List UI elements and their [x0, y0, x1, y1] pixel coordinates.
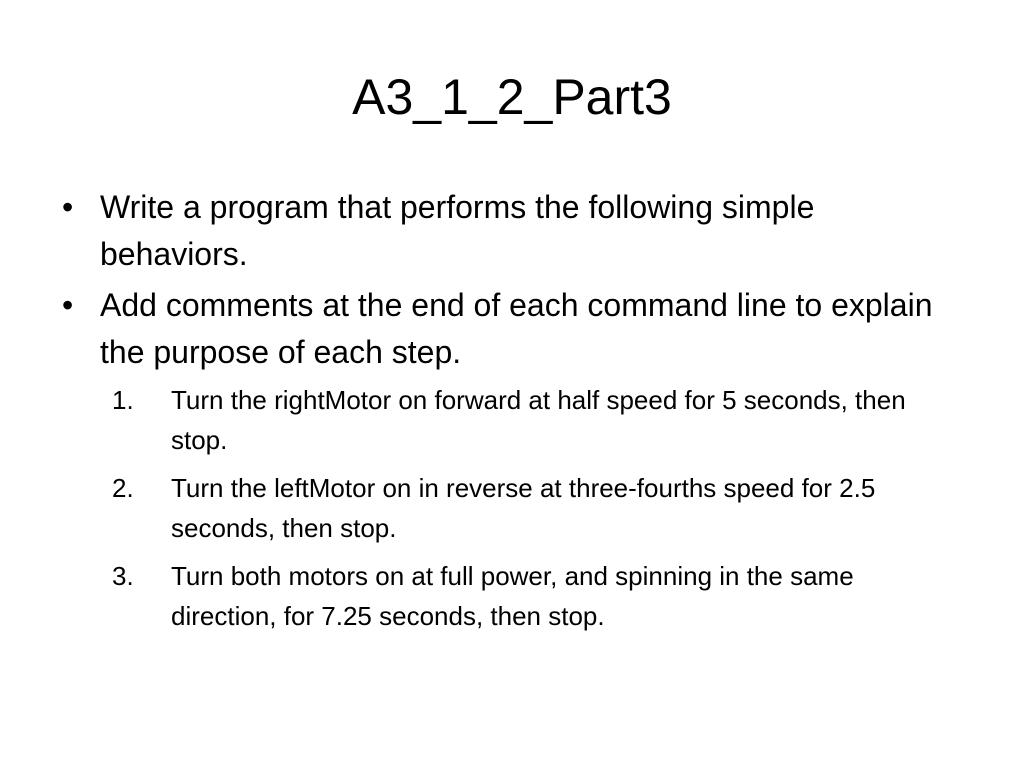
bullet-marker: •	[62, 189, 74, 225]
step-number: 3.	[112, 561, 134, 591]
step-item	[112, 380, 932, 460]
step-text: Turn both motors on at full power, and spinning in the same direction, for 7.25 seconds, then stop.	[171, 561, 854, 631]
bullet-item	[56, 184, 956, 278]
bullet-text: Write a program that performs the following simple behaviors.	[100, 189, 815, 272]
step-text: Turn the leftMotor on in reverse at three-fourths speed for 2.5 seconds, then stop.	[171, 473, 876, 543]
step-item	[112, 556, 932, 636]
steps-container	[56, 380, 956, 636]
bullet-text: Add comments at the end of each command line to explain the purpose of each step.	[100, 287, 933, 370]
step-number: 1.	[112, 385, 134, 415]
step-item	[112, 468, 932, 548]
step-number: 2.	[112, 473, 134, 503]
slide-title: A3_1_2_Part3	[352, 69, 672, 125]
numbered-step-list	[112, 380, 932, 636]
bullet-list	[56, 184, 956, 644]
bullet-item	[56, 282, 956, 376]
step-text: Turn the rightMotor on forward at half speed for 5 seconds, then stop.	[171, 385, 906, 455]
bullet-marker: •	[62, 287, 74, 323]
